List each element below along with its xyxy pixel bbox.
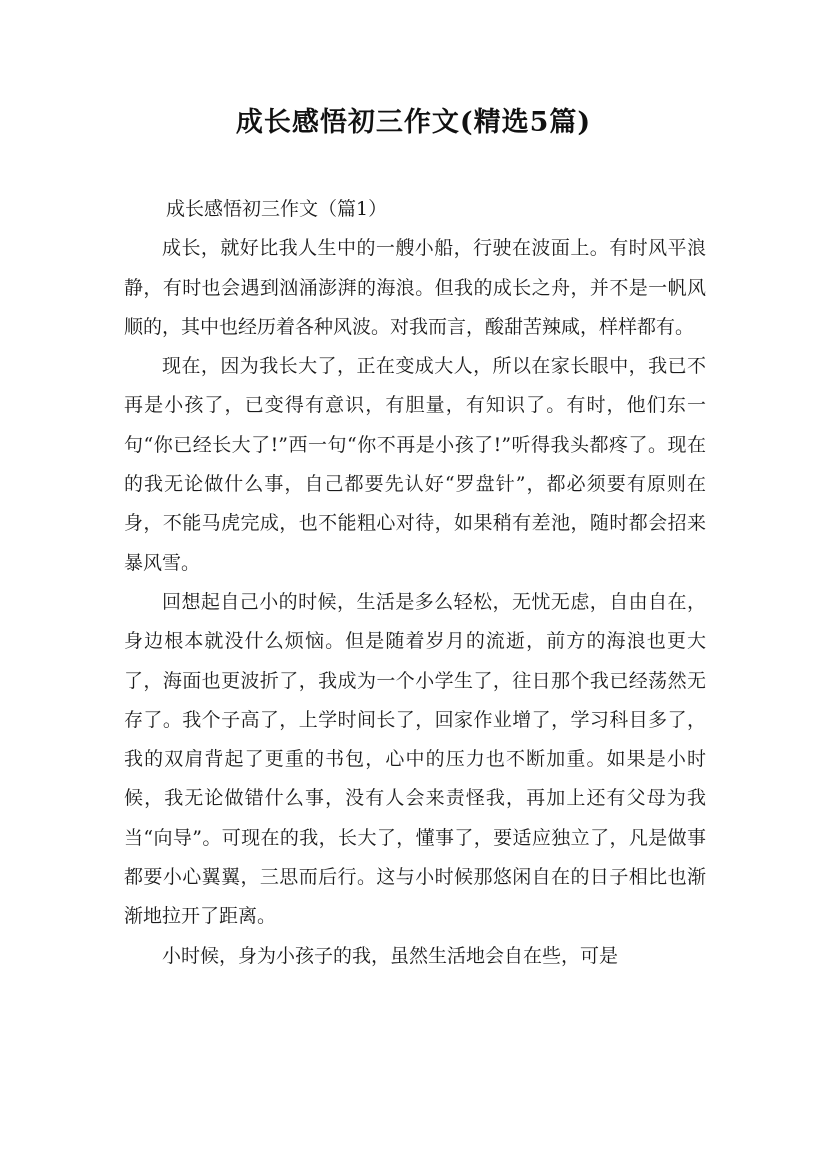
paragraph: 成长，就好比我人生中的一艘小船，行驶在波面上。有时风平浪静，有时也会遇到汹涌澎湃的海浪。但我的成长之舟，并不是一帆风顺的，其中也经历着各种风波。对我而言，酸甜苦辣咸，样样都有。 — [124, 237, 706, 338]
document-body — [124, 190, 706, 976]
document-title: 成长感悟初三作文(精选5篇) — [235, 107, 592, 138]
section-title: 成长感悟初三作文（篇1） — [166, 198, 388, 220]
paragraph: 小时候，身为小孩子的我，虽然生活地会自在些，可是 — [162, 944, 619, 967]
paragraph: 现在，因为我长大了，正在变成大人，所以在家长眼中，我已不再是小孩了，已变得有意识，有胆量，有知识了。有时，他们东一句“你已经长大了!”西一句“你不再是小孩了!”听得我头都疼了。现在的我无论做什么事，自己都要先认好“罗盘针”，都必须要有原则在身，不能马虎完成，也不能粗心对待，如果稍有差池，随时都会招来暴风雪。 — [124, 355, 706, 574]
paragraph: 回想起自己小的时候，生活是多么轻松，无忧无虑，自由自在，身边根本就没什么烦恼。但是随着岁月的流逝，前方的海浪也更大了，海面也更波折了，我成为一个小学生了，往日那个我已经荡然无存了。我个子高了，上学时间长了，回家作业增了，学习科目多了，我的双肩背起了更重的书包，心中的压力也不断加重。如果是小时候，我无论做错什么事，没有人会来责怪我，再加上还有父母为我当“向导”。可现在的我，长大了，懂事了，要适应独立了，凡是做事都要小心翼翼，三思而后行。这与小时候那悠闲自在的日子相比也渐渐地拉开了距离。 — [124, 590, 706, 928]
